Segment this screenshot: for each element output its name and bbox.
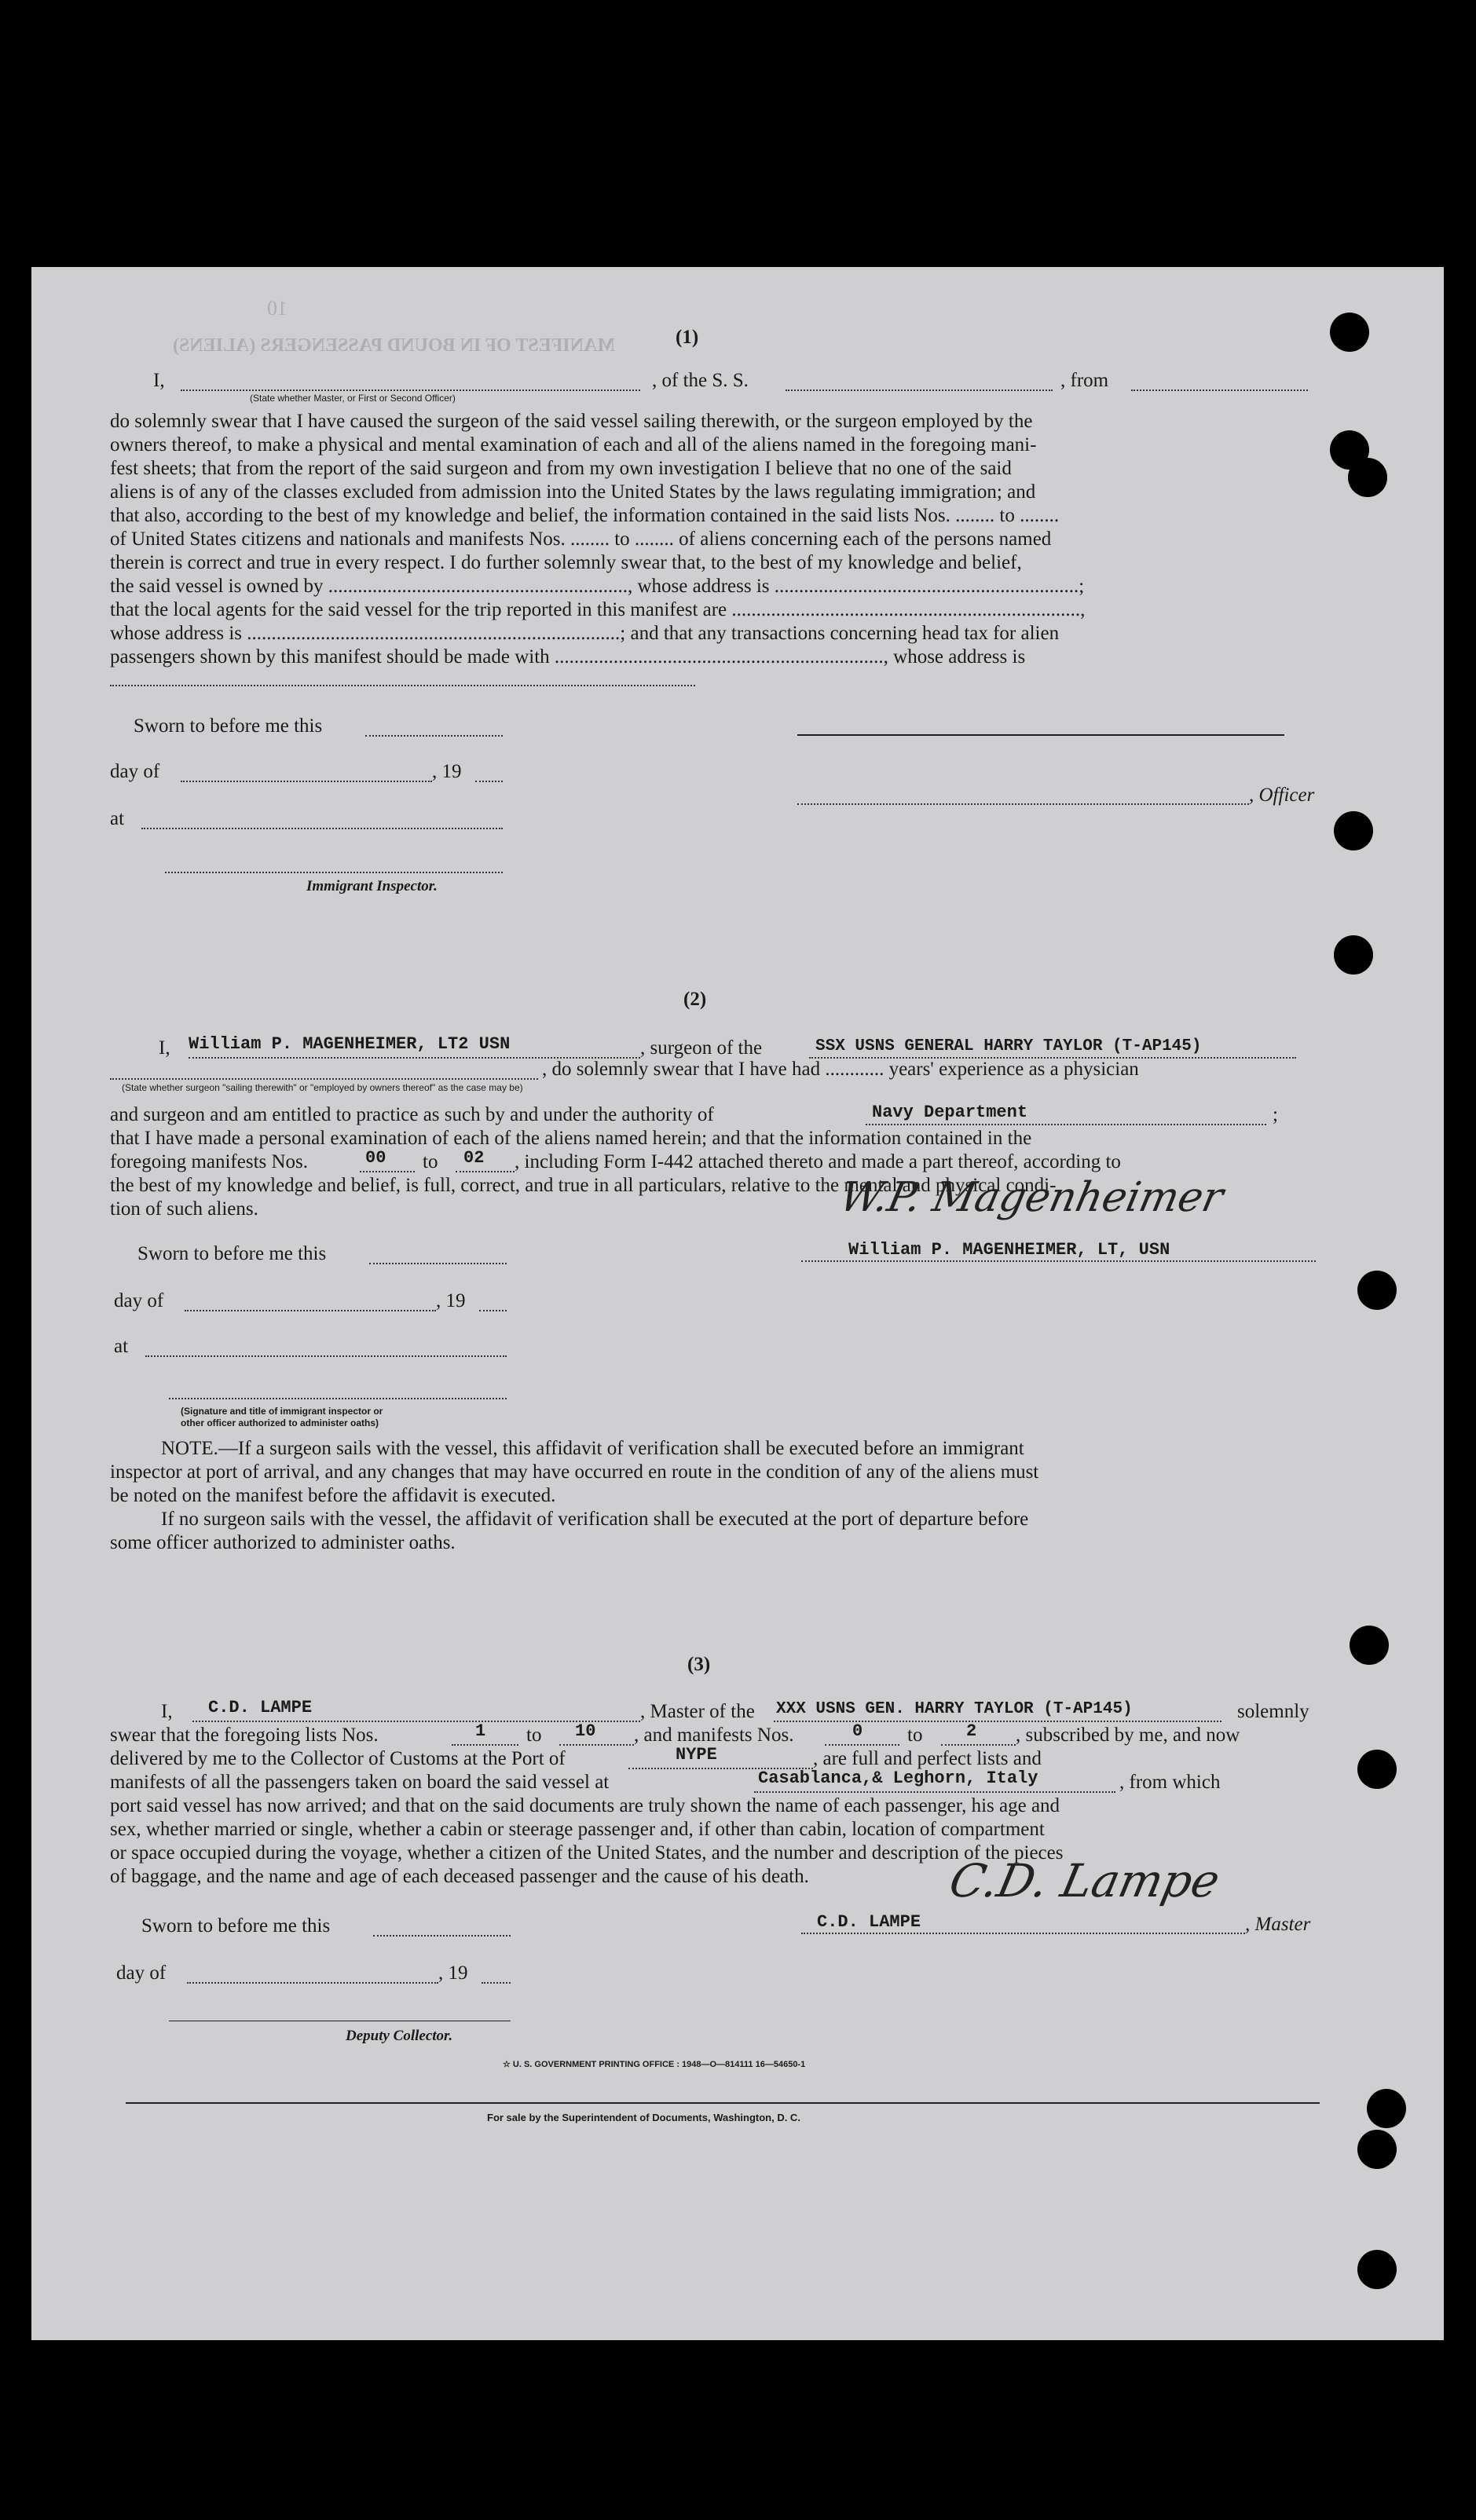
s3-master-of-label: , Master of the: [640, 1701, 755, 1722]
s2-note-line: inspector at port of arrival, and any changes that may have occurred en route in the condition of any of the aliens must: [110, 1461, 1039, 1483]
s3-sworn-label: Sworn to before me this: [141, 1915, 331, 1937]
s2-manifest-to-value: 02: [463, 1148, 485, 1168]
s3-typed-signature: C.D. LAMPE: [817, 1912, 921, 1932]
s1-i: I,: [153, 370, 165, 391]
s1-officer-field[interactable]: [797, 803, 1249, 805]
s3-handwritten-signature: C.D. Lampe: [944, 1854, 1225, 1907]
punch-hole: [1348, 458, 1387, 497]
s3-deputy-caption: Deputy Collector.: [346, 2028, 453, 2044]
s1-body-line: do solemnly swear that I have caused the surgeon of the said vessel sailing therewith, or the surgeon employed by the: [110, 411, 1033, 432]
s1-body-line: passengers shown by this manifest should be made with ..................................................................., whose address is: [110, 646, 1026, 667]
bleed-through-title: MANIFEST OF IN BOUND PASSENGERS (ALIENS): [173, 335, 615, 356]
s3-from-port-value: Casablanca,& Leghorn, Italy: [758, 1768, 1038, 1788]
punch-hole: [1334, 811, 1373, 850]
s3-master-label: , Master: [1245, 1914, 1311, 1935]
punch-hole: [1357, 1750, 1397, 1789]
s1-body-line: the said vessel is owned by ............................................................., whose address is ..............................................................;: [110, 576, 1085, 597]
s2-authority-value: Navy Department: [872, 1103, 1028, 1122]
s3-i: I,: [161, 1701, 173, 1722]
s3-manifests-from-field[interactable]: [825, 1744, 899, 1746]
s1-at-field[interactable]: [141, 828, 503, 829]
s3-master-signature-line[interactable]: [801, 1933, 1245, 1934]
s2-year-field[interactable]: [479, 1310, 507, 1311]
s1-inspector-signature-field[interactable]: [165, 872, 503, 873]
s1-day-of-label: day of: [110, 761, 160, 782]
punch-hole: [1357, 1271, 1397, 1310]
s3-line3a: delivered by me to the Collector of Customs at the Port of: [110, 1748, 566, 1769]
punch-hole: [1367, 2089, 1406, 2128]
s1-body-line: whose address is ............................................................................; and that any transactions concerning head tax for alien: [110, 623, 1060, 644]
s3-from-port-field[interactable]: [754, 1791, 1115, 1793]
s2-sworn-field[interactable]: [369, 1263, 507, 1264]
s3-to-label: to: [526, 1724, 542, 1746]
s3-master-name-value: C.D. LAMPE: [208, 1698, 313, 1717]
s3-year-field[interactable]: [482, 1982, 511, 1984]
s3-line2a: swear that the foregoing lists Nos.: [110, 1724, 379, 1746]
s3-line4a: manifests of all the passengers taken on board the said vessel at: [110, 1772, 610, 1793]
s3-day-of-field[interactable]: [187, 1982, 438, 1984]
s2-note-line: be noted on the manifest before the affidavit is executed.: [110, 1485, 556, 1506]
s1-from: , from: [1060, 370, 1109, 391]
s1-sworn-label: Sworn to before me this: [134, 715, 323, 737]
punch-hole: [1357, 2130, 1397, 2169]
s2-at-label: at: [114, 1336, 129, 1357]
s1-body-line: that also, according to the best of my knowledge and belief, the information contained in the said lists Nos. ........ to ........: [110, 505, 1060, 526]
bleed-through-number: 10: [267, 297, 288, 320]
s1-body-line: that the local agents for the said vessel for the trip reported in this manifest are .......................................................................,: [110, 599, 1086, 620]
s3-line2b: , and manifests Nos.: [634, 1724, 794, 1746]
s3-line2c: , subscribed by me, and now: [1016, 1724, 1240, 1746]
s2-at-field[interactable]: [145, 1355, 507, 1357]
s3-body-line: sex, whether married or single, whether a cabin or steerage passenger and, if other than cabin, location of compartment: [110, 1819, 1045, 1840]
s2-note-line: some officer authorized to administer oaths.: [110, 1532, 456, 1553]
s1-officer-label: , Officer: [1249, 785, 1315, 806]
s2-line2: , do solemnly swear that I have had ............ years' experience as a physician: [542, 1059, 1139, 1080]
s3-line3b: , are full and perfect lists and: [813, 1748, 1042, 1769]
s2-signature-line[interactable]: [801, 1260, 1316, 1262]
s2-i: I,: [159, 1037, 170, 1059]
s3-body-line: or space occupied during the voyage, whether a citizen of the United States, and the number and description of the pieces: [110, 1842, 1064, 1863]
s3-lists-from-field[interactable]: [452, 1744, 518, 1746]
s2-sig-caption-2: other officer authorized to administer oaths): [181, 1417, 379, 1428]
s2-sailing-status-field[interactable]: [110, 1078, 538, 1080]
punch-hole: [1334, 935, 1373, 975]
s3-to-label-2: to: [907, 1724, 923, 1746]
s3-manifests-to-value: 2: [966, 1721, 977, 1741]
s2-sig-caption-1: (Signature and title of immigrant inspector or: [181, 1406, 383, 1417]
s2-line7: tion of such aliens.: [110, 1198, 258, 1220]
s2-note-line: NOTE.—If a surgeon sails with the vessel, this affidavit of verification shall be executed before an immigrant: [161, 1438, 1024, 1459]
s2-line4: that I have made a personal examination of each of the aliens named herein; and that the information contained in the: [110, 1128, 1032, 1149]
s3-day-of-label: day of: [116, 1962, 167, 1984]
s1-sworn-field[interactable]: [365, 735, 503, 737]
s1-body-line: of United States citizens and nationals and manifests Nos. ........ to ........ of aliens concerning each of the persons named: [110, 529, 1052, 550]
s3-manifests-to-field[interactable]: [941, 1744, 1016, 1746]
s3-solemnly: solemnly: [1237, 1701, 1309, 1722]
s2-to-label: to: [423, 1151, 438, 1172]
s2-line6: the best of my knowledge and belief, is full, correct, and true in all particulars, relative to the mental and physical condi-: [110, 1175, 1057, 1196]
s3-body-line: of baggage, and the name and age of each deceased passenger and the cause of his death.: [110, 1866, 809, 1887]
section-2-number: (2): [683, 989, 707, 1010]
s3-lists-from-value: 1: [475, 1721, 486, 1741]
s2-typed-signature: William P. MAGENHEIMER, LT, USN: [848, 1240, 1170, 1260]
s2-note-line: If no surgeon sails with the vessel, the affidavit of verification shall be executed at the port of departure before: [161, 1509, 1029, 1530]
s1-of-the-ss: , of the S. S.: [652, 370, 749, 391]
punch-hole: [1350, 1626, 1389, 1665]
section-3-number: (3): [687, 1654, 711, 1675]
footer-sale-notice: For sale by the Superintendent of Documents, Washington, D. C.: [487, 2112, 800, 2123]
s3-master-name-field[interactable]: [192, 1721, 640, 1722]
s2-surgeon-name-value: William P. MAGENHEIMER, LT2 USN: [189, 1034, 511, 1054]
s1-oath-body: [110, 410, 1320, 669]
s2-semicolon: ;: [1273, 1104, 1278, 1125]
s3-port-value: NYPE: [676, 1745, 717, 1765]
s1-body-line: fest sheets; that from the report of the said surgeon and from my own investigation I believe that no one of the said: [110, 458, 1012, 479]
s2-officer-signature-field[interactable]: [169, 1398, 507, 1399]
s2-vessel-value: SSX USNS GENERAL HARRY TAYLOR (T-AP145): [815, 1037, 1202, 1055]
s3-manifests-from-value: 0: [852, 1721, 863, 1741]
s2-line3: and surgeon and am entitled to practice as such by and under the authority of: [110, 1104, 714, 1125]
s2-handwritten-signature: W.P. Magenheimer: [835, 1174, 1228, 1221]
s3-line4b: , from which: [1119, 1772, 1221, 1793]
s1-day-of-field[interactable]: [181, 781, 432, 782]
s2-manifest-to-field[interactable]: [456, 1171, 515, 1172]
s2-manifest-from-value: 00: [365, 1148, 386, 1168]
s1-body-line: aliens is of any of the classes excluded from admission into the United States by the laws regulating immigration; and: [110, 481, 1036, 503]
gpo-imprint: ☆ U. S. GOVERNMENT PRINTING OFFICE : 1948—O—814111 16—54650-1: [503, 2060, 806, 2069]
s3-body-line: port said vessel has now arrived; and that on the said documents are truly shown the name of each passenger, his age and: [110, 1795, 1060, 1816]
s3-year-label: , 19: [438, 1962, 468, 1984]
s1-from-field[interactable]: [1131, 390, 1308, 391]
s2-caption: (State whether surgeon "sailing therewith" or "employed by owners thereof" as the case may be): [122, 1082, 523, 1093]
document-page: [31, 267, 1444, 2340]
s2-sworn-label: Sworn to before me this: [137, 1243, 327, 1264]
punch-hole: [1330, 313, 1369, 352]
punch-hole: [1357, 2250, 1397, 2289]
s2-line5b: , including Form I-442 attached thereto and made a part thereof, according to: [515, 1151, 1121, 1172]
s1-ship-name-field[interactable]: [786, 390, 1053, 391]
s1-signature-line[interactable]: [797, 734, 1284, 736]
s2-day-of-field[interactable]: [185, 1310, 436, 1311]
s1-address-continuation-field[interactable]: [110, 685, 695, 686]
s3-sworn-field[interactable]: [373, 1935, 511, 1937]
s1-year-field[interactable]: [475, 781, 503, 782]
s1-year-label: , 19: [432, 761, 462, 782]
footer-rule: [126, 2102, 1320, 2104]
s1-at-label: at: [110, 808, 125, 829]
s2-year-label: , 19: [436, 1290, 466, 1311]
section-1-number: (1): [676, 327, 699, 348]
s2-manifest-from-field[interactable]: [360, 1171, 415, 1172]
s3-lists-to-field[interactable]: [559, 1744, 634, 1746]
s2-surgeon-of-label: , surgeon of the: [640, 1037, 763, 1059]
s2-line5a: foregoing manifests Nos.: [110, 1151, 309, 1172]
s3-lists-to-value: 10: [575, 1721, 596, 1741]
s3-vessel-value: XXX USNS GEN. HARRY TAYLOR (T-AP145): [776, 1700, 1133, 1718]
s1-rank-caption: (State whether Master, or First or Second Officer): [250, 393, 456, 404]
s1-body-line: therein is correct and true in every respect. I do further solemnly swear that, to the best of my knowledge and belief,: [110, 552, 1022, 573]
s1-body-line: owners thereof, to make a physical and mental examination of each and all of the aliens named in the foregoing mani-: [110, 434, 1037, 455]
s1-inspector-caption: Immigrant Inspector.: [306, 878, 438, 894]
s2-day-of-label: day of: [114, 1290, 164, 1311]
s1-officer-rank-field[interactable]: [181, 390, 640, 391]
